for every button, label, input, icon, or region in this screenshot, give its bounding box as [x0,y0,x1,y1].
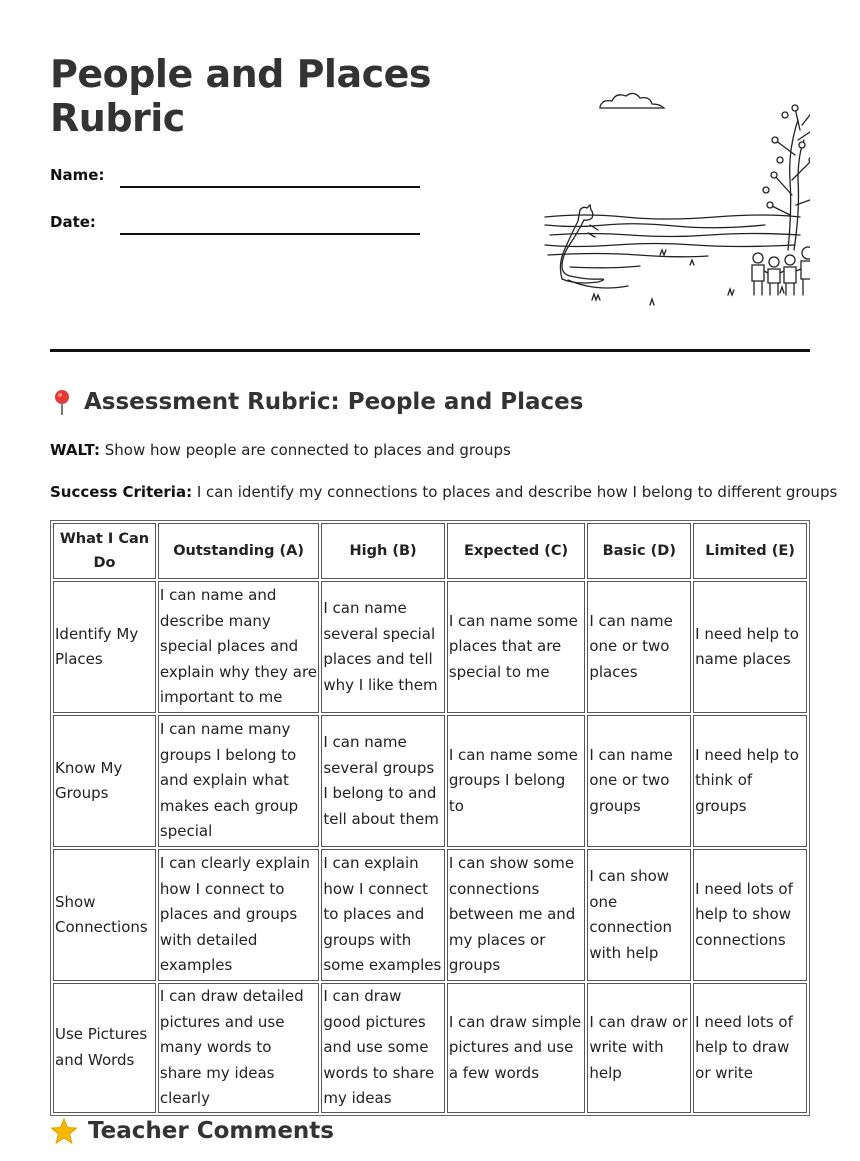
column-header: Limited (E) [693,523,807,579]
table-cell: I can name one or two groups [587,715,691,847]
column-header: High (B) [321,523,445,579]
rubric-heading-text: Assessment Rubric: People and Places [84,389,584,415]
table-cell: I can show one connection with help [587,849,691,981]
rubric-table [50,520,810,1116]
table-row [53,983,807,1113]
page-title: People and Places Rubric [50,52,432,140]
criterion-cell: Show Connections [53,849,156,981]
date-label: Date: [50,213,96,231]
column-header: Expected (C) [447,523,586,579]
teacher-comments-heading [50,1117,334,1145]
criterion-cell: Identify My Places [53,581,156,713]
column-header: Outstanding (A) [158,523,319,579]
name-label: Name: [50,166,105,184]
star-icon [50,1117,78,1145]
table-cell: I need lots of help to show connections [693,849,807,981]
date-field[interactable] [120,233,420,235]
table-cell: I can name several groups I belong to and tell about them [321,715,445,847]
success-criteria-text: I can identify my connections to places and describe how I belong to different groups [192,483,838,501]
section-divider [50,349,810,352]
table-cell: I need help to name places [693,581,807,713]
teacher-comments-heading-text: Teacher Comments [88,1118,334,1144]
table-cell: I can draw or write with help [587,983,691,1113]
success-criteria-line [50,483,837,501]
name-field[interactable] [120,186,420,188]
table-cell: I need lots of help to draw or write [693,983,807,1113]
table-cell: I can name one or two places [587,581,691,713]
table-row [53,581,807,713]
table-cell: I can name several special places and tell why I like them [321,581,445,713]
walt-text: Show how people are connected to places and groups [99,441,511,459]
pin-icon [50,388,74,416]
table-cell: I can draw detailed pictures and use many words to share my ideas clearly [158,983,319,1113]
table-cell: I need help to think of groups [693,715,807,847]
table-cell: I can name and describe many special places and explain why they are important to me [158,581,319,713]
table-cell: I can clearly explain how I connect to places and groups with detailed examples [158,849,319,981]
walt-line [50,441,511,459]
column-header: What I Can Do [53,523,156,579]
table-cell: I can draw good pictures and use some words to share my ideas [321,983,445,1113]
table-cell: I can draw simple pictures and use a few words [447,983,586,1113]
table-cell: I can name some places that are special to me [447,581,586,713]
table-cell: I can show some connections between me and my places or groups [447,849,586,981]
table-cell: I can explain how I connect to places and groups with some examples [321,849,445,981]
criterion-cell: Know My Groups [53,715,156,847]
table-header-row [53,523,807,579]
success-criteria-label: Success Criteria: [50,483,193,501]
criterion-cell: Use Pictures and Words [53,983,156,1113]
table-row [53,849,807,981]
table-row [53,715,807,847]
column-header: Basic (D) [587,523,691,579]
walt-label: WALT: [50,441,100,459]
table-cell: I can name some groups I belong to [447,715,586,847]
kangaroo-beach-illustration [540,85,810,320]
rubric-heading [50,388,583,416]
table-cell: I can name many groups I belong to and explain what makes each group special [158,715,319,847]
